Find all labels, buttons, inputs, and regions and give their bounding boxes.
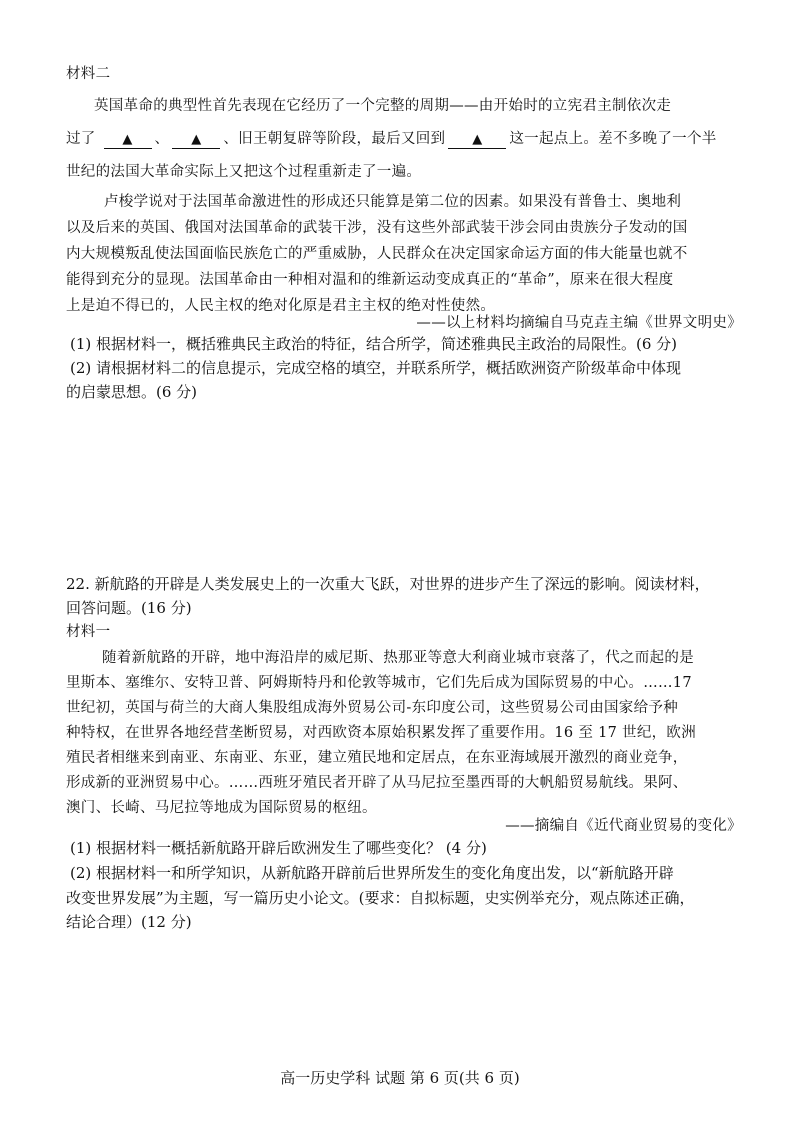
q22-intro-line1: 22. 新航路的开辟是人类发展史上的一次重大飞跃，对世界的进步产生了深远的影响。阅读材料，	[66, 575, 710, 593]
material2-p1-line2-c: 这一起点上。差不多晚了一个半	[509, 131, 717, 147]
triangle-marker-icon: ▲	[122, 132, 133, 147]
material2-p1-line2-a: 过了	[66, 131, 96, 147]
q22-material-line5: 殖民者相继来到南亚、东南亚、东亚，建立殖民地和定居点，在东亚海域展开激烈的商业竞争，	[66, 750, 688, 766]
fill-blank-3[interactable]	[448, 130, 506, 149]
material2-source: ——以上材料均摘编自马克垚主编《世界文明史》	[416, 315, 742, 331]
material2-p1-line2-b: 、旧王朝复辟等阶段，最后又回到	[223, 131, 446, 147]
q22-material-line1: 随着新航路的开辟，地中海沿岸的威尼斯、热那亚等意大利商业城市衰落了，代之而起的是	[102, 650, 694, 666]
q22-material-line7: 澳门、长崎、马尼拉等地成为国际贸易的枢纽。	[66, 800, 377, 816]
q22-question-1: (1) 根据材料一概括新航路开辟后欧洲发生了哪些变化？ (4 分)	[70, 839, 487, 857]
material2-p1-line2	[66, 129, 717, 149]
q22-question-2-line3: 结论合理）(12 分)	[66, 913, 192, 931]
material2-p2-line1: 卢梭学说对于法国革命激进性的形成还只能算是第二位的因素。如果没有普鲁士、奥地利	[104, 194, 682, 210]
material2-p2-line5: 上是迫不得已的，人民主权的绝对化原是君主主权的绝对性使然。	[66, 298, 496, 314]
triangle-marker-icon: ▲	[191, 132, 202, 147]
material2-p2-line3: 内大规模叛乱使法国面临民族危亡的严重威胁，人民群众在决定国家命运方面的伟大能量也就不	[66, 246, 688, 262]
q21-question-1: (1) 根据材料一，概括雅典民主政治的特征，结合所学，简述雅典民主政治的局限性。(6 分)	[70, 335, 678, 353]
q22-material-line3: 世纪初，英国与荷兰的大商人集股组成海外贸易公司-东印度公司，这些贸易公司由国家给予种	[66, 700, 678, 716]
q22-material-line4: 种特权，在世界各地经营垄断贸易，对西欧资本原始积累发挥了重要作用。16 至 17 世纪，欧洲	[66, 725, 697, 741]
q21-question-2-line2: 的启蒙思想。(6 分)	[66, 383, 198, 401]
q22-intro-line2: 回答问题。(16 分)	[66, 599, 192, 617]
material2-p2-line4: 能得到充分的显现。法国革命由一种相对温和的维新运动变成真正的“革命”，原来在很大程度	[66, 272, 674, 288]
q22-question-2-line2: 改变世界发展”为主题，写一篇历史小论文。(要求：自拟标题，史实例举充分，观点陈述正确，	[66, 889, 695, 907]
material2-label: 材料二	[66, 66, 111, 82]
q22-material-line2: 里斯本、塞维尔、安特卫普、阿姆斯特丹和伦敦等城市，它们先后成为国际贸易的中心。……17	[66, 675, 692, 691]
material2-p1-line1: 英国革命的典型性首先表现在它经历了一个完整的周期——由开始时的立宪君主制依次走	[94, 98, 672, 114]
q22-material-line6: 形成新的亚洲贸易中心。……西班牙殖民者开辟了从马尼拉至墨西哥的大帆船贸易航线。果阿、	[66, 775, 688, 791]
page-footer: 高一历史学科 试题 第 6 页(共 6 页)	[280, 1069, 520, 1087]
q22-question-2-line1: (2) 根据材料一和所学知识，从新航路开辟前后世界所发生的变化角度出发，以“新航路开辟	[70, 864, 674, 882]
fill-blank-1[interactable]	[104, 130, 152, 149]
q21-question-2-line1: (2) 请根据材料二的信息提示，完成空格的填空，并联系所学，概括欧洲资产阶级革命中体现	[70, 359, 682, 377]
triangle-marker-icon: ▲	[472, 132, 483, 147]
material2-p2-line2: 以及后来的英国、俄国对法国革命的武装干涉，没有这些外部武装干涉会同由贵族分子发动的国	[66, 220, 688, 236]
fill-blank-2[interactable]	[172, 130, 220, 149]
q22-material-source: ——摘编自《近代商业贸易的变化》	[505, 818, 742, 834]
q22-material1-label: 材料一	[66, 624, 111, 640]
separator: 、	[154, 131, 170, 147]
material2-p1-line3: 世纪的法国大革命实际上又把这个过程重新走了一遍。	[66, 164, 422, 180]
